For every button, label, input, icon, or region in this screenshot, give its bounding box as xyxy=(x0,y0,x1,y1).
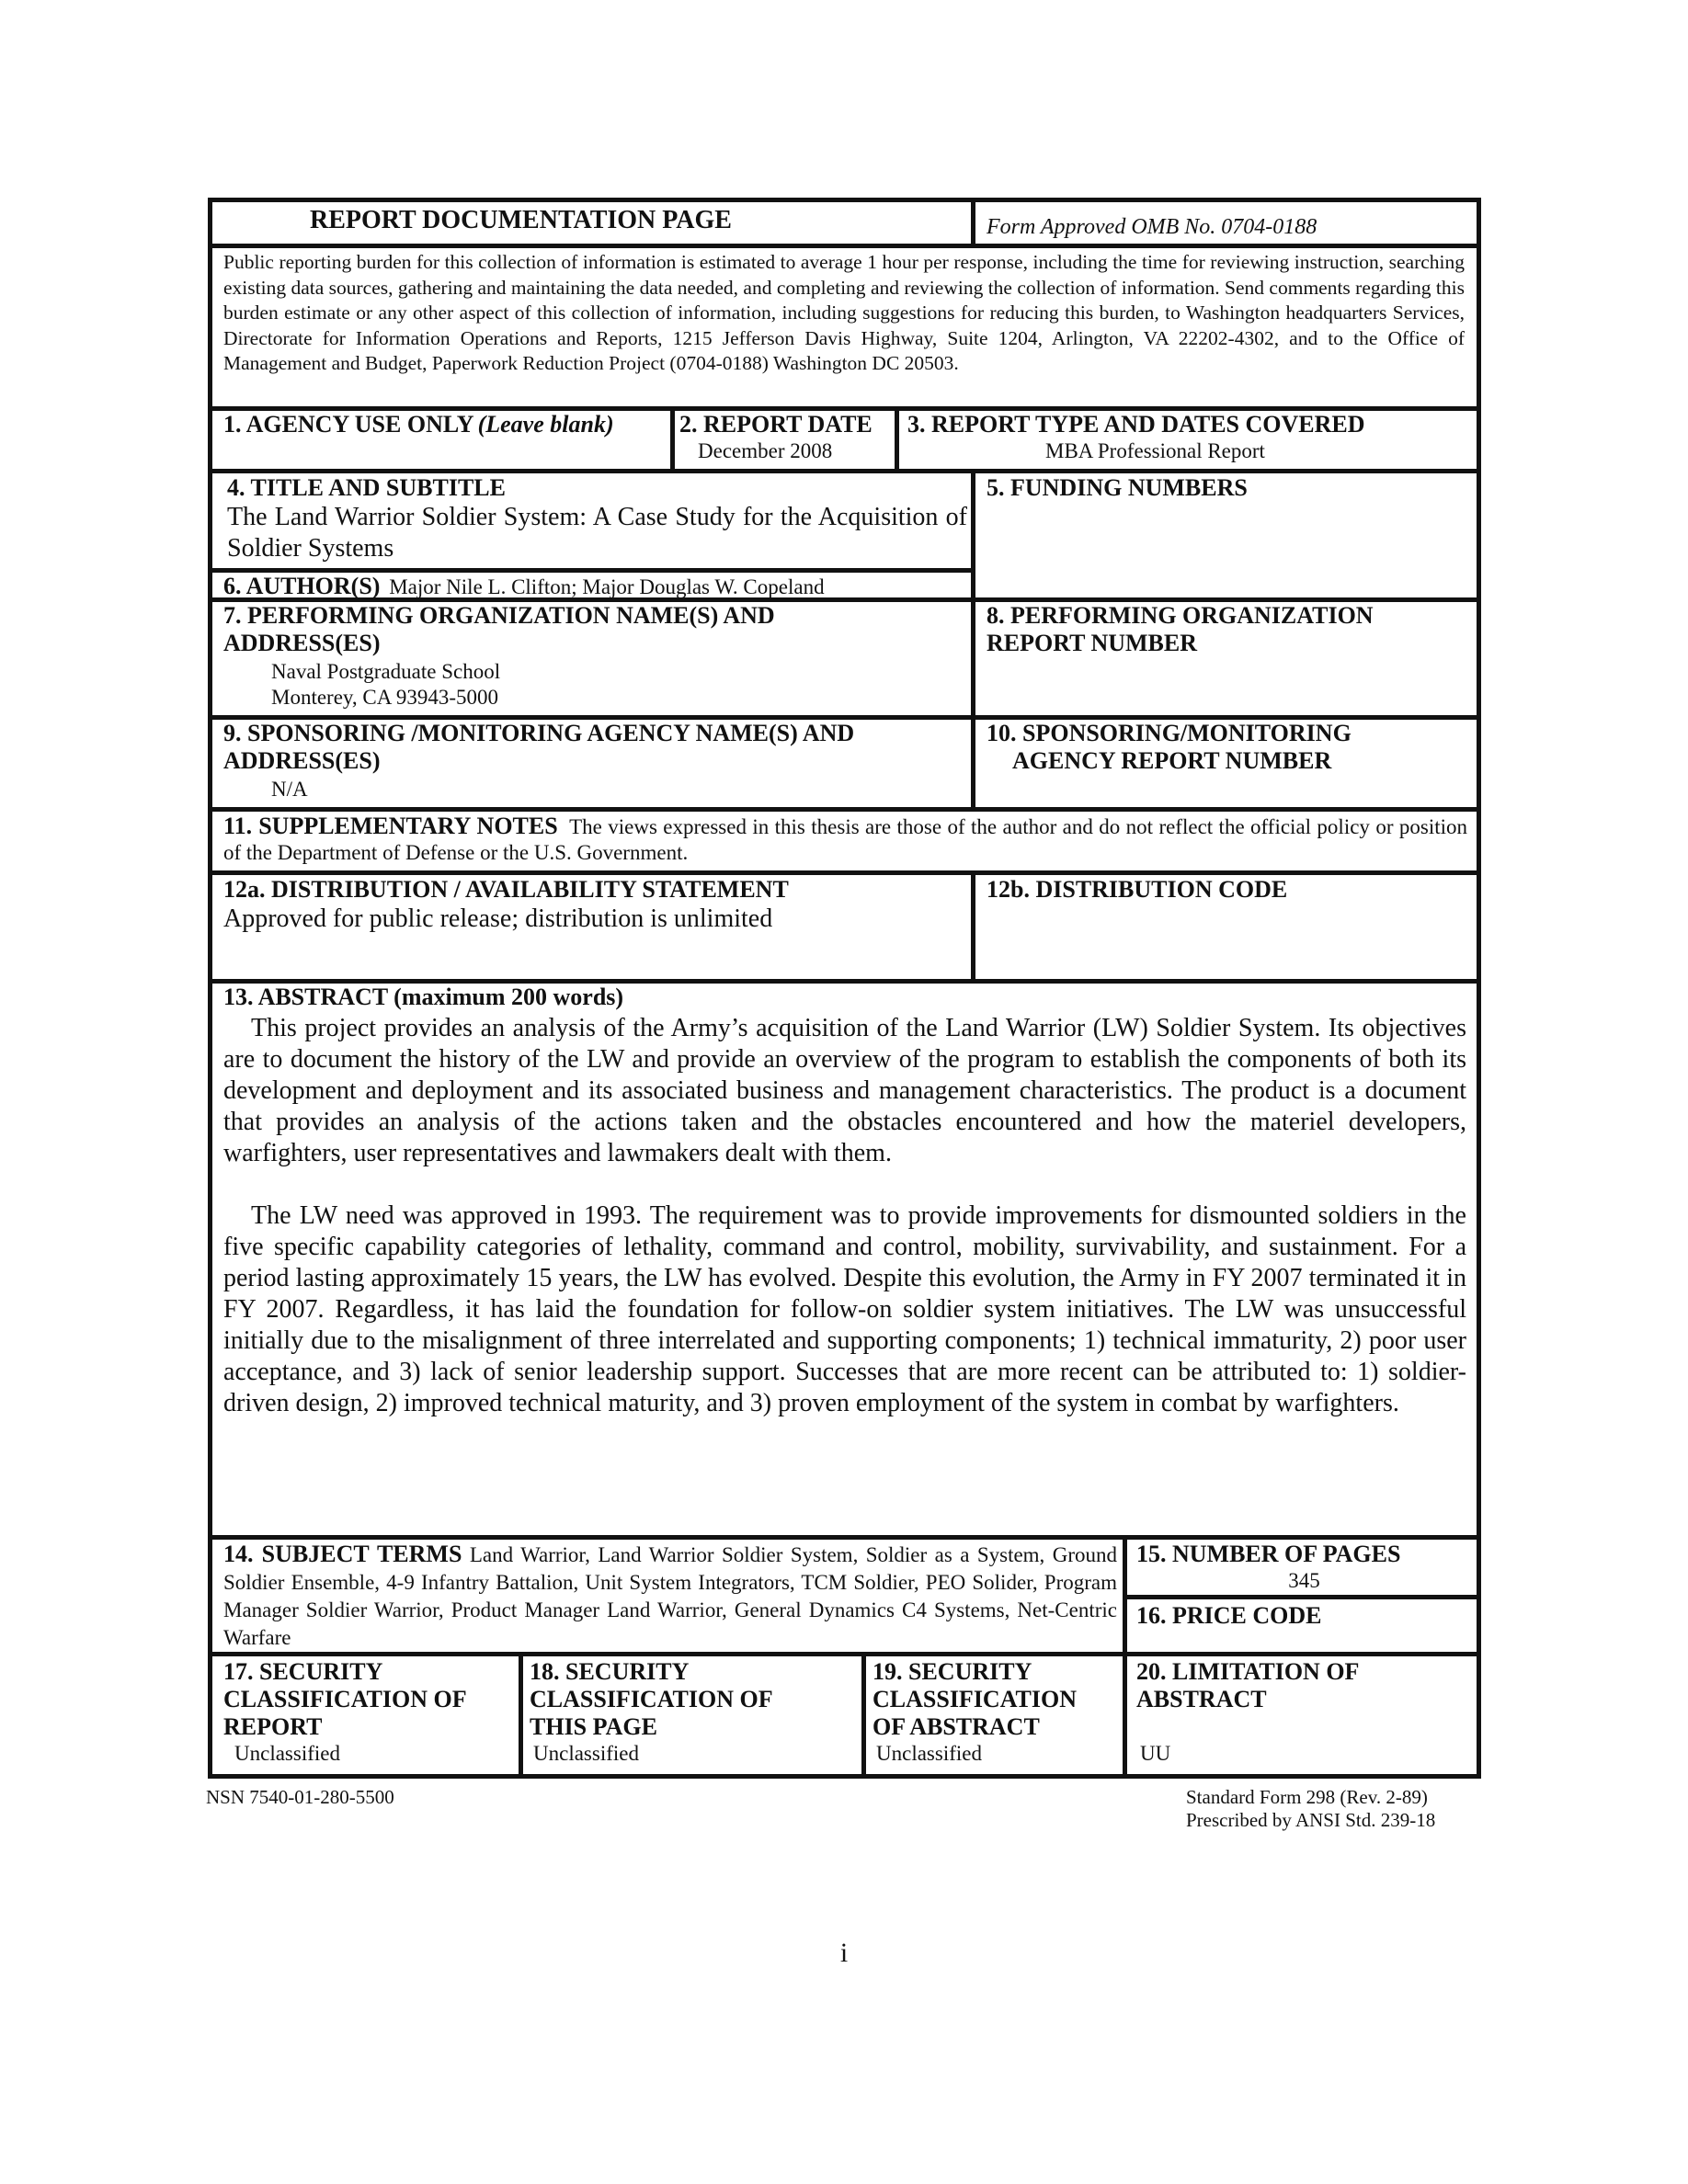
field-18-label-2: CLASSIFICATION OF xyxy=(530,1686,773,1712)
field-8-label-1: 8. PERFORMING ORGANIZATION xyxy=(987,602,1374,629)
field-2-value: December 2008 xyxy=(698,439,833,462)
field-4-title xyxy=(227,474,967,566)
rule-terms xyxy=(212,1652,1477,1656)
field-13-abstract xyxy=(223,984,1466,1533)
field-4-value: The Land Warrior Soldier System: A Case Study for the Acquisition of Soldier Systems xyxy=(227,503,967,563)
field-19-label-1: 19. SECURITY xyxy=(873,1658,1032,1685)
field-14-value: Land Warrior, Land Warrior Soldier System, Soldier as a System, Ground Soldier Ensemble, 4-9 Infantry Battalion, Unit System Integrators, TCM Soldier, PEO Solider, Program Manager Soldier Warrior, Product Manager Land Warrior, General Dynamics C4 Systems, Net-Centric Warfare xyxy=(223,1543,1117,1649)
field-1-note: (Leave blank) xyxy=(477,411,614,438)
field-11-label: 11. SUPPLEMENTARY NOTES xyxy=(223,813,558,839)
field-7-value-2: Monterey, CA 93943-5000 xyxy=(271,685,499,709)
rule-notes xyxy=(212,870,1477,875)
divider-18-19 xyxy=(861,1652,866,1774)
field-4-label: 4. TITLE AND SUBTITLE xyxy=(227,474,506,501)
divider-12 xyxy=(971,870,975,979)
rule-row9 xyxy=(212,807,1477,812)
field-20-limitation-of-abstract xyxy=(1136,1658,1472,1774)
field-7-performing-org xyxy=(223,602,968,714)
field-8-report-number xyxy=(987,602,1474,714)
field-7-label-2: ADDRESS(ES) xyxy=(223,630,381,656)
field-14-label: 14. SUBJECT TERMS xyxy=(223,1541,462,1567)
field-15-label: 15. NUMBER OF PAGES xyxy=(1136,1541,1401,1567)
field-18-label-3: THIS PAGE xyxy=(530,1713,657,1740)
field-7-value-1: Naval Postgraduate School xyxy=(271,660,501,683)
page-number: i xyxy=(839,1938,849,1968)
field-17-label-3: REPORT xyxy=(223,1713,323,1740)
field-12b-distribution-code xyxy=(987,876,1474,977)
field-3-report-type xyxy=(907,411,1473,466)
field-2-label: 2. REPORT DATE xyxy=(679,411,873,438)
field-11-supplementary-notes xyxy=(223,813,1467,870)
field-20-value: UU xyxy=(1140,1742,1171,1765)
field-17-label-2: CLASSIFICATION OF xyxy=(223,1686,467,1712)
divider-2-3 xyxy=(895,406,899,469)
field-16-price-code xyxy=(1136,1602,1472,1650)
divider-14-15 xyxy=(1123,1535,1127,1774)
field-5-funding xyxy=(987,474,1474,511)
rule-abstract xyxy=(212,1535,1477,1540)
divider-4-5 xyxy=(971,469,975,807)
field-3-label: 3. REPORT TYPE AND DATES COVERED xyxy=(907,411,1365,438)
omb-approval: Form Approved OMB No. 0704-0188 xyxy=(987,215,1317,239)
field-12a-distribution-statement xyxy=(223,876,968,977)
field-19-label-2: CLASSIFICATION xyxy=(873,1686,1078,1712)
field-20-label-2: ABSTRACT xyxy=(1136,1686,1267,1712)
field-17-value: Unclassified xyxy=(234,1742,340,1765)
field-9-label-1: 9. SPONSORING /MONITORING AGENCY NAME(S) AND xyxy=(223,720,855,746)
field-5-label: 5. FUNDING NUMBERS xyxy=(987,474,1248,501)
form-title-cell xyxy=(212,202,971,244)
burden-statement: Public reporting burden for this collection of information is estimated to average 1 hour per response, including the time for reviewing instruction, searching existing data sources, gathering and maintaining the data needed, and completing and reviewing the collection of information. Send comments regarding this burden estimate or any other aspect of this collection of information, including suggestions for reducing this burden, to Washington headquarters Services, Directorate for Information Operations and Reports, 1215 Jefferson Davis Highway, Suite 1204, Arlington, VA 22202-4302, and to the Office of Management and Budget, Paperwork Reduction Project (0704-0188) Washington DC 20503. xyxy=(223,251,1465,374)
rule-header xyxy=(212,244,1477,248)
field-2-report-date xyxy=(679,411,895,466)
field-14-subject-terms xyxy=(223,1541,1117,1651)
nsn-number: NSN 7540-01-280-5500 xyxy=(206,1786,394,1808)
field-18-value: Unclassified xyxy=(533,1742,639,1765)
field-9-sponsoring-agency xyxy=(223,720,968,807)
field-19-value: Unclassified xyxy=(876,1742,982,1765)
field-17-label-1: 17. SECURITY xyxy=(223,1658,383,1685)
field-10-label-1: 10. SPONSORING/MONITORING xyxy=(987,720,1352,746)
rule-row1 xyxy=(212,469,1477,473)
field-16-label: 16. PRICE CODE xyxy=(1136,1602,1322,1629)
field-11-value: The views expressed in this thesis are those of the author and do not reflect the official policy or position of the Department of Defense or the U.S. Government. xyxy=(223,815,1467,864)
abstract-paragraph-1: This project provides an analysis of the Army’s acquisition of the Land Warrior (LW) Soldier System. Its objectives are to document the history of the LW and provide an overview of the program to establish the components of both its development and deployment and its associated business and management characteristics. The product is a document that provides an analysis of the actions taken and the obstacles encountered and how the materiel developers, warfighters, user representatives and lawmakers dealt with them. xyxy=(223,1014,1466,1167)
divider-1-2 xyxy=(670,406,675,469)
field-18-label-1: 18. SECURITY xyxy=(530,1658,690,1685)
field-20-label-1: 20. LIMITATION OF xyxy=(1136,1658,1360,1685)
form-title: REPORT DOCUMENTATION PAGE xyxy=(310,206,732,234)
field-17-report-classification xyxy=(223,1658,516,1774)
field-15-number-of-pages xyxy=(1136,1541,1472,1594)
field-1-label: 1. AGENCY USE ONLY xyxy=(223,411,474,438)
field-18-page-classification xyxy=(530,1658,859,1774)
approval-cell xyxy=(975,202,1477,244)
standard-form-label: Standard Form 298 (Rev. 2-89) xyxy=(1186,1786,1428,1808)
field-12a-label: 12a. DISTRIBUTION / AVAILABILITY STATEMENT xyxy=(223,876,789,903)
rule-pages xyxy=(1123,1595,1477,1599)
field-6-value: Major Nile L. Clifton; Major Douglas W. Copeland xyxy=(389,575,825,598)
field-12b-label: 12b. DISTRIBUTION CODE xyxy=(987,876,1288,903)
field-8-label-2: REPORT NUMBER xyxy=(987,630,1198,656)
field-3-value: MBA Professional Report xyxy=(1045,439,1265,462)
field-13-label: 13. ABSTRACT (maximum 200 words) xyxy=(223,984,624,1010)
field-6-authors xyxy=(223,573,968,598)
prescribed-by-label: Prescribed by ANSI Std. 239-18 xyxy=(1186,1809,1436,1831)
abstract-paragraph-2: The LW need was approved in 1993. The requirement was to provide improvements for dismounted soldiers in the five specific capability categories of lethality, command and control, mobility, survivability, and sustainment. For a period lasting approximately 15 years, the LW has evolved. Despite this evolution, the Army in FY 2007 terminated it in FY 2007. Regardless, it has laid the foundation for follow-on soldier system initiatives. The LW was unsuccessful initially due to the misalignment of three interrelated and supporting components; 1) technical immaturity, 2) poor user acceptance, and 3) lack of senior leadership support. Successes that are more recent can be attributed to: 1) soldier-driven design, 2) improved technical maturity, and 3) proven employment of the system in combat by warfighters. xyxy=(223,1201,1466,1417)
field-1-agency-use xyxy=(223,411,665,466)
field-10-agency-report-number xyxy=(987,720,1474,807)
field-19-label-3: OF ABSTRACT xyxy=(873,1713,1040,1740)
field-19-abstract-classification xyxy=(873,1658,1119,1774)
field-15-value: 345 xyxy=(1288,1569,1320,1592)
field-6-label: 6. AUTHOR(S) xyxy=(223,573,381,598)
divider-17-18 xyxy=(519,1652,523,1774)
field-9-value: N/A xyxy=(271,778,308,801)
field-7-label-1: 7. PERFORMING ORGANIZATION NAME(S) AND xyxy=(223,602,775,629)
field-9-label-2: ADDRESS(ES) xyxy=(223,747,381,774)
field-12a-value: Approved for public release; distribution is unlimited xyxy=(223,904,773,933)
field-10-label-2: AGENCY REPORT NUMBER xyxy=(1012,747,1332,774)
report-documentation-form xyxy=(208,198,1481,1779)
